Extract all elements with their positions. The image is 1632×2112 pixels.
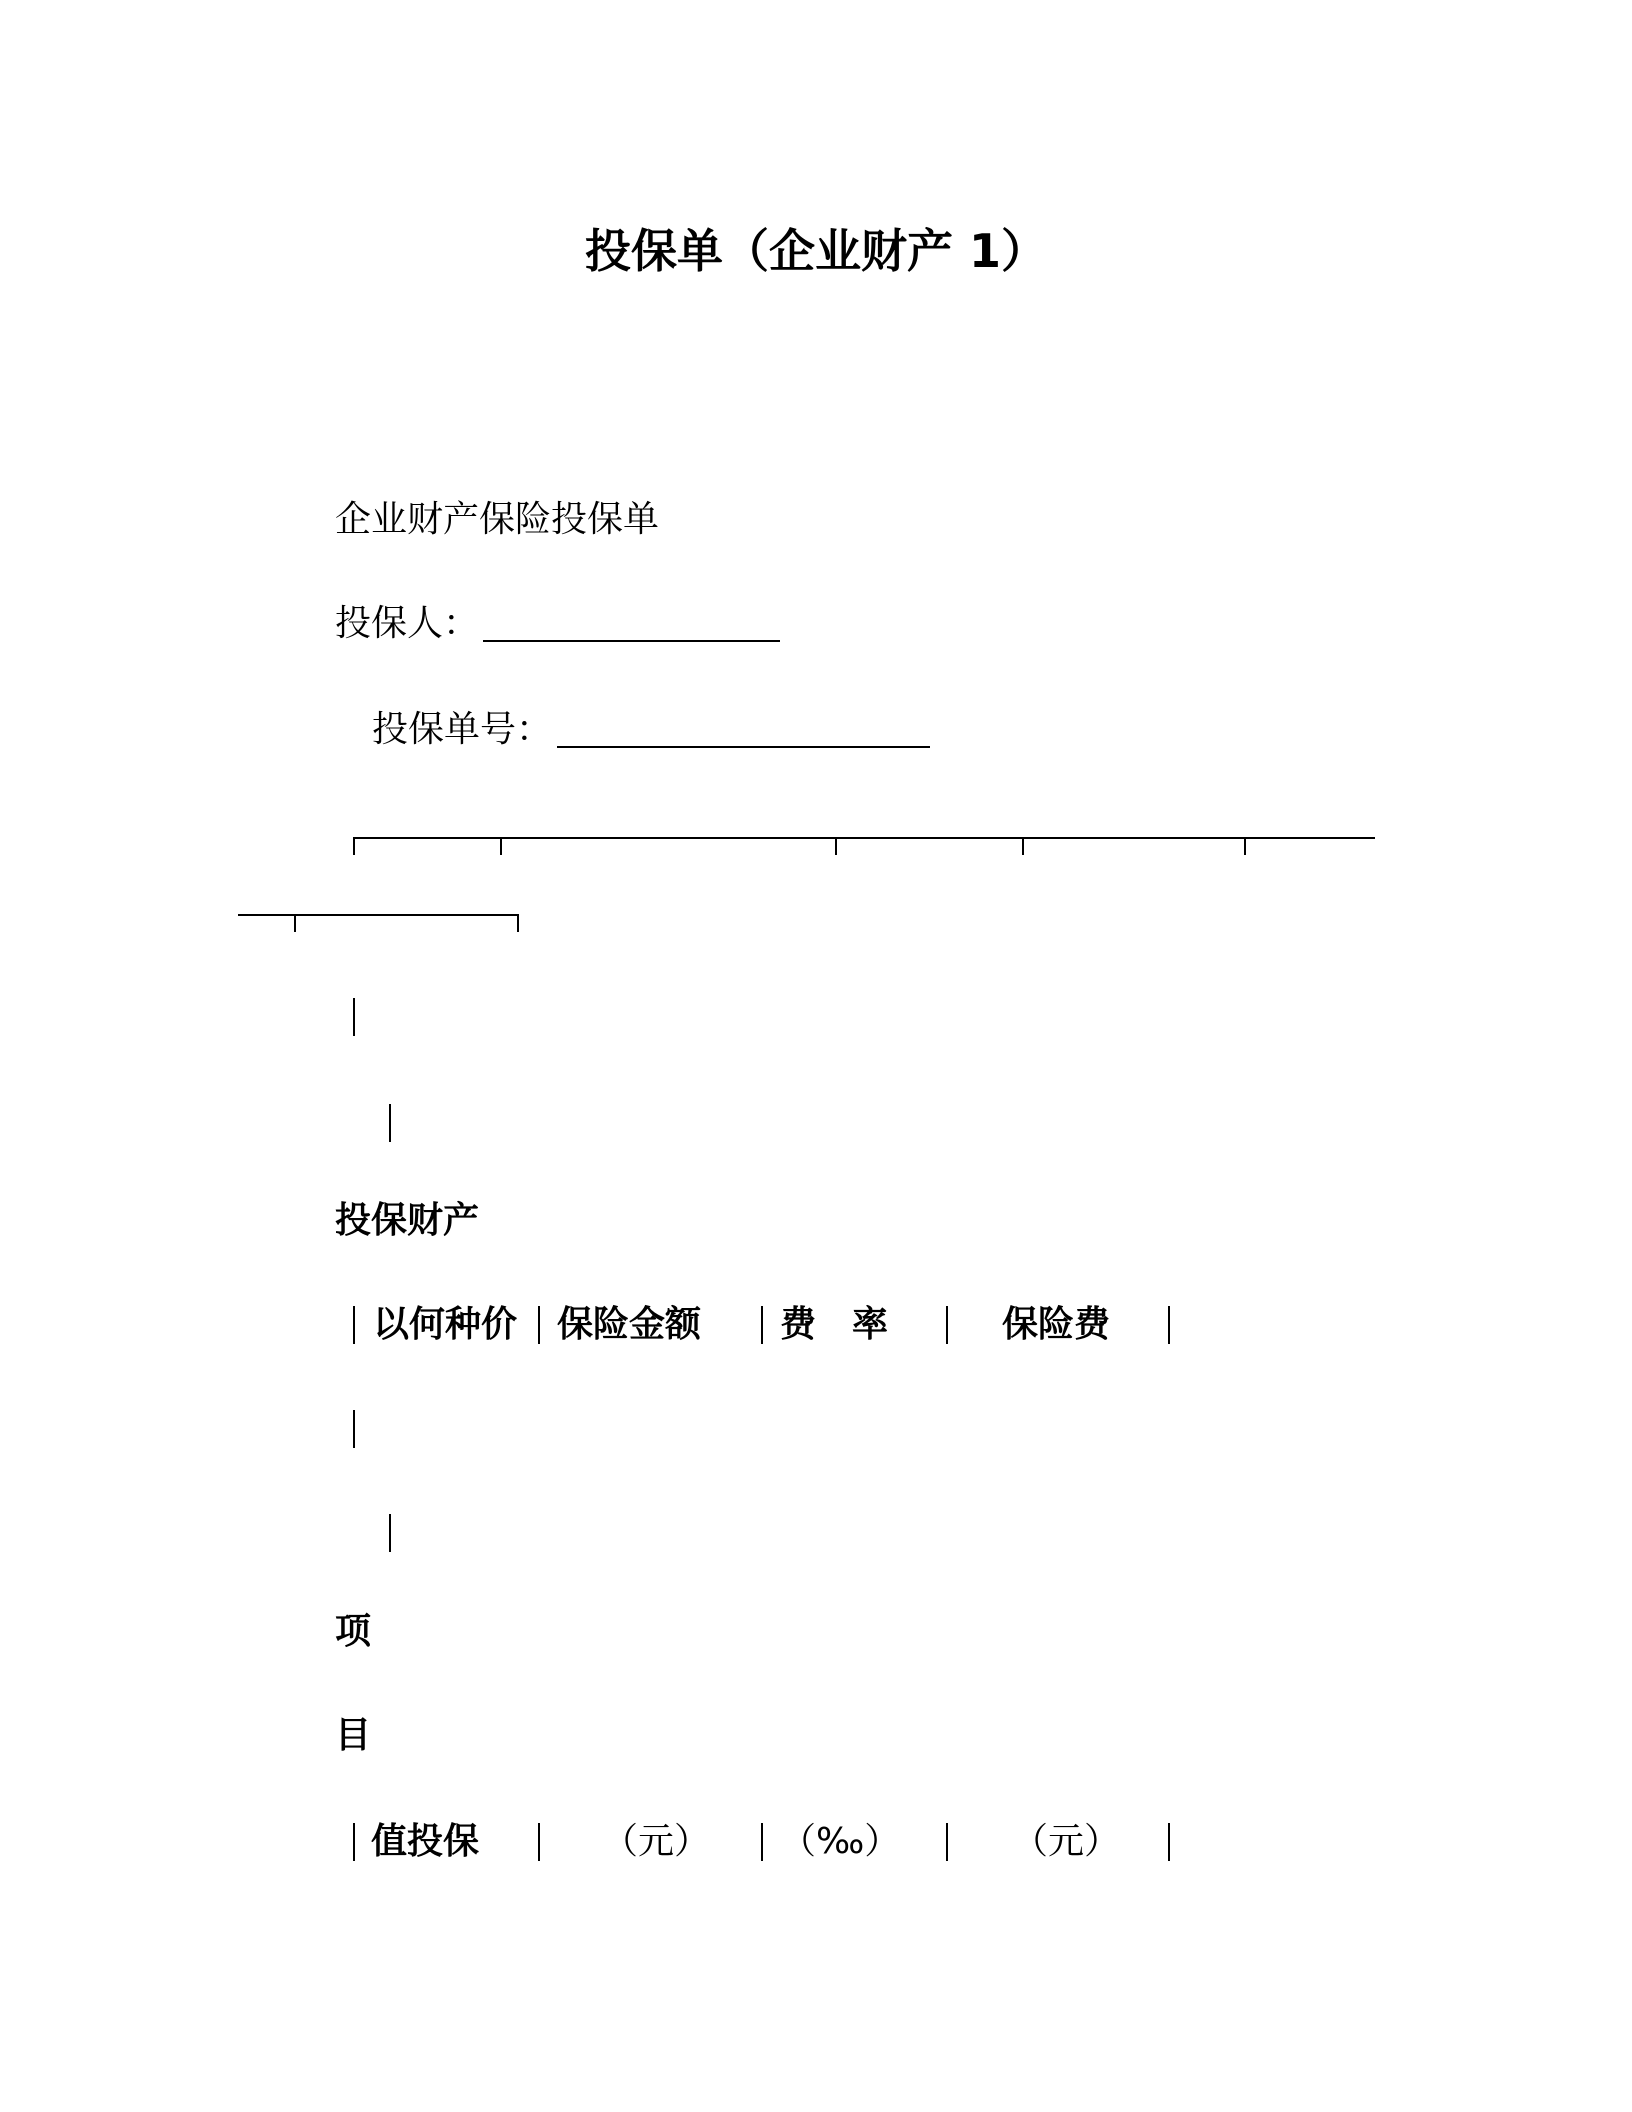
- table-edge-mark: [389, 1514, 391, 1552]
- form-heading: 企业财产保险投保单: [335, 499, 660, 540]
- applicant-label: 投保人：: [335, 603, 480, 644]
- header-sum-insured: 保险金额: [557, 1304, 702, 1345]
- unit-sum-insured: （元）: [602, 1821, 711, 1862]
- applicant-field[interactable]: [483, 640, 780, 642]
- unit-rate: （‰）: [780, 1821, 901, 1862]
- page-title: 投保单（企业财产 1）: [584, 224, 1048, 278]
- property-label: 投保财产: [335, 1200, 480, 1241]
- header-rate: 费 率: [780, 1304, 889, 1345]
- unit-valuation-basis: 值投保: [371, 1821, 480, 1862]
- header-valuation-basis: 以何种价: [373, 1304, 518, 1345]
- item-char-2: 目: [335, 1715, 372, 1756]
- unit-premium: （元）: [1012, 1821, 1121, 1862]
- table-edge-mark: [353, 1410, 355, 1448]
- table-edge-mark: [353, 998, 355, 1036]
- item-char-1: 项: [335, 1611, 372, 1652]
- policy-no-label: 投保单号：: [372, 709, 553, 750]
- header-premium: 保险费: [1002, 1304, 1111, 1345]
- table-edge-mark: [389, 1104, 391, 1142]
- policy-no-field[interactable]: [557, 746, 930, 748]
